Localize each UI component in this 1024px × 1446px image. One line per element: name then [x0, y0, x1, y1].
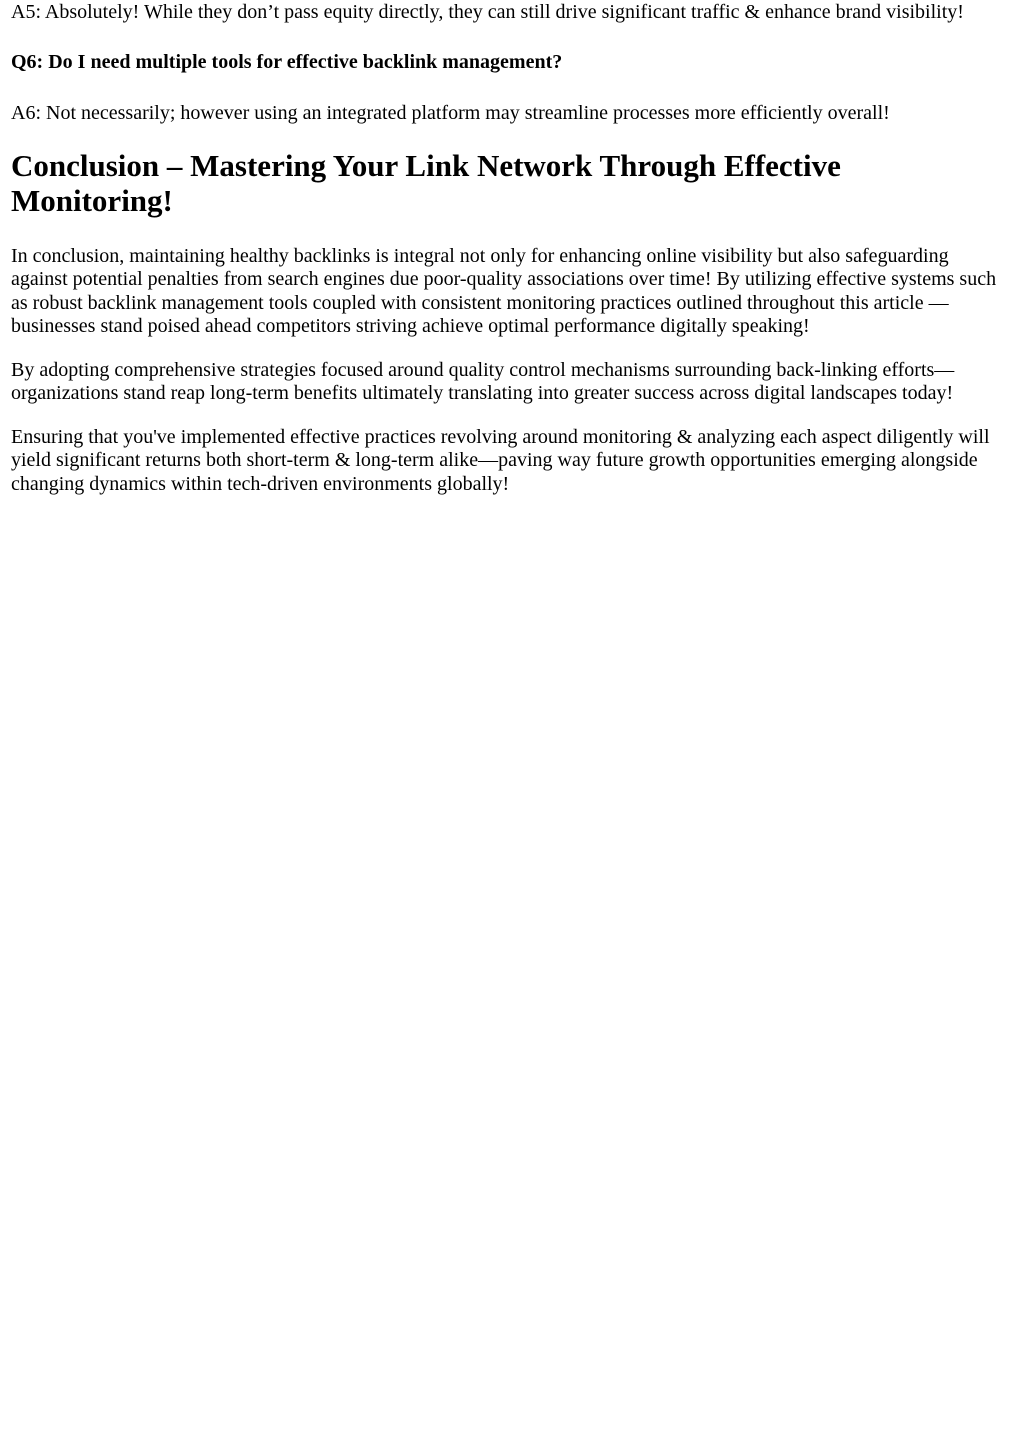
conclusion-heading: Conclusion – Mastering Your Link Network Through Effective Monitoring! — [11, 148, 841, 218]
faq-answer-a6: A6: Not necessarily; however using an integrated platform may streamline processes more efficiently overall! — [11, 102, 890, 124]
conclusion-paragraph-3: Ensuring that you've implemented effective practices revolving around monitoring & analyzing each aspect diligently will yield significant returns both short-term & long-term alike—paving way future growth opportunities emerging alongside changing dynamics within tech-driven environments globally! — [11, 426, 990, 495]
faq-question-q6: Q6: Do I need multiple tools for effective backlink management? — [11, 51, 563, 73]
faq-answer-a5: A5: Absolutely! While they don’t pass equity directly, they can still drive significant traffic & enhance brand visibility! — [11, 1, 964, 23]
conclusion-paragraph-2: By adopting comprehensive strategies focused around quality control mechanisms surrounding back-linking efforts— organizations stand reap long-term benefits ultimately translating into greater success across digital landscapes today! — [11, 359, 955, 405]
conclusion-paragraph-1: In conclusion, maintaining healthy backlinks is integral not only for enhancing online visibility but also safeguarding against potential penalties from search engines due poor-quality associations over time! By utilizing effective systems such as robust backlink management tools coupled with consistent monitoring practices outlined throughout this article —businesses stand poised ahead competitors striving achieve optimal performance digitally speaking! — [11, 245, 997, 337]
